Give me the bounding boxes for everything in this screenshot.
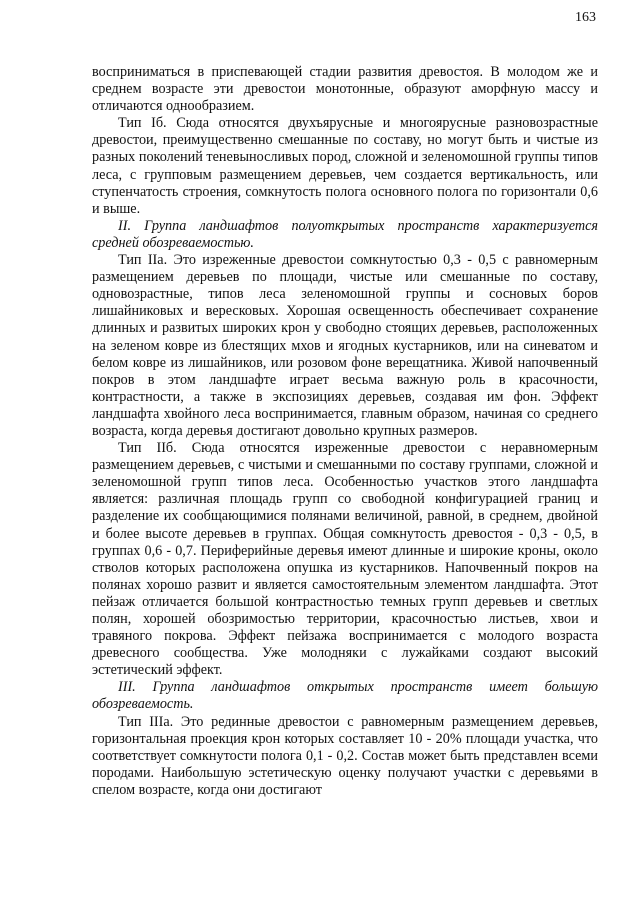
paragraph-type-iib: Тип IIб. Сюда относятся изреженные древостои с неравномерным размещением деревьев, с чистыми и смешанными по составу группами, сложной и зеленомошной групп типов леса. Особенностью участков этого ландшафта является: различная площадь групп со свободной конфигурацией границ и разделение их сообщающимися полянами величиной, равной, в среднем, двойной и более высоте деревьев в группах. Общая сомкнутость древостоя - 0,3 - 0,5, в группах 0,6 - 0,7. Периферийные деревья имеют длинные и широкие кроны, около стволов которых расположена опушка из кустарников. Напочвенный покров на полянах хорошо развит и является самостоятельным элементом ландшафта. Этот пейзаж отличается большой контрастностью темных групп деревьев и светлых полян, хорошей обозримостью территории, красочностью листьев, хвои и травяного покрова. Эффект пейзажа воспринимается с молодого возраста древесного сообщества. Уже молодняки с лужайками создают высокий эстетический эффект.	[92, 440, 598, 679]
text-column	[92, 64, 598, 799]
paragraph-type-iiia: Тип IIIа. Это рединные древостои с равномерным размещением деревьев, горизонтальная проекция крон которых составляет 10 - 20% площади участка, что соответствует сомкнутости полога 0,1 - 0,2. Состав может быть представлен всеми породами. Наибольшую эстетическую оценку получают участки с деревьями в спелом возрасте, когда они достигают	[92, 713, 598, 798]
paragraph-type-ib: Тип Iб. Сюда относятся двухъярусные и многоярусные разновозрастные древостои, преимущественно смешанные по составу, но могут быть и чистые из разных поколений теневыносливых пород, сложной и зеленомошной группы типов леса, с групповым размещением деревьев, чем создается вертикальность, или ступенчатость строения, сомкнутость полога основного полога по горизонтали 0,6 и выше.	[92, 115, 598, 217]
paragraph-type-iia: Тип IIа. Это изреженные древостои сомкнутостью 0,3 - 0,5 с равномерным размещением деревьев по площади, чистые или смешанные по составу, одновозрастные, типов леса зеленомошной группы и сосновых боров лишайниковых и вересковых. Хорошая освещенность обеспечивает сохранение длинных и развитых широких крон у свободно стоящих деревьев, расположенных на зеленом ковре из блестящих мхов и ягодных кустарников, или на синеватом и белом ковре из лишайников, или розовом фоне верещатника. Живой напочвенный покров в этом ландшафте играет весьма важную роль в красочности, контрастности, а также в экспозициях деревьев, создавая им фон. Эффект ландшафта хвойного леса воспринимается, главным образом, начиная со среднего возраста, когда деревья достигают довольно крупных размеров.	[92, 252, 598, 439]
paragraph-continuation: восприниматься в приспевающей стадии развития древостоя. В молодом же и среднем возрасте эти древостои монотонные, образуют аморфную массу и отличаются однообразием.	[92, 64, 598, 115]
page-number: 163	[575, 10, 596, 25]
section-heading-group-iii: III. Группа ландшафтов открытых пространств имеет большую обозреваемость.	[92, 679, 598, 713]
section-heading-group-ii: II. Группа ландшафтов полуоткрытых пространств характеризуется средней обозреваемостью.	[92, 217, 598, 251]
